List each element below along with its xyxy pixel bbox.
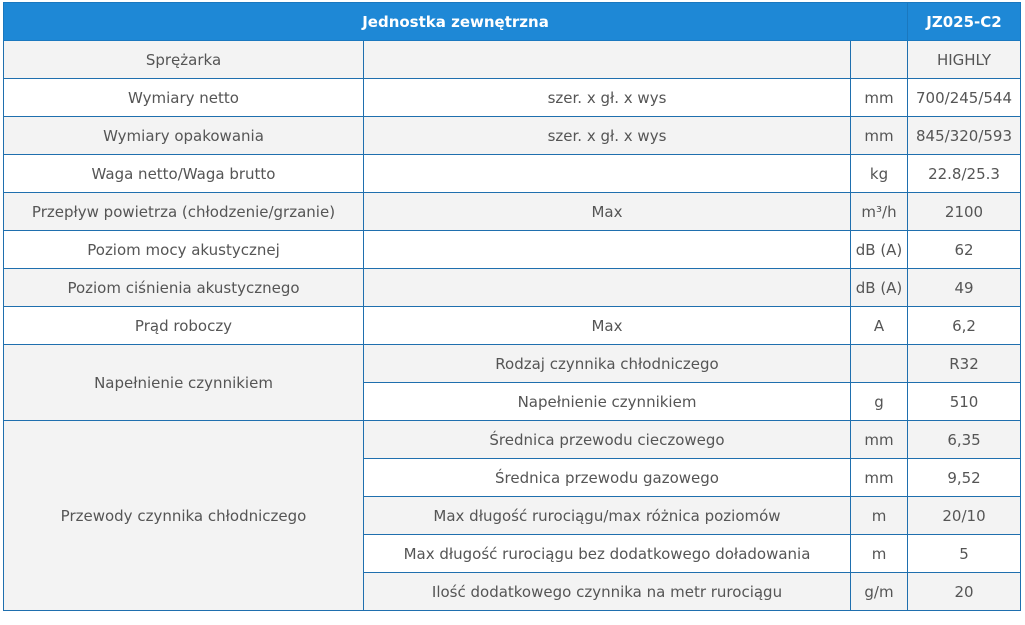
header-model: JZ025-C2 [908,3,1021,41]
row-label: Waga netto/Waga brutto [4,155,364,193]
row-desc: Średnica przewodu cieczowego [364,421,851,459]
table-row [4,307,1021,345]
row-desc: Max [364,193,851,231]
row-unit: mm [851,117,908,155]
row-desc: szer. x gł. x wys [364,79,851,117]
row-label: Przepływ powietrza (chłodzenie/grzanie) [4,193,364,231]
row-value: 5 [908,535,1021,573]
row-value: 700/245/544 [908,79,1021,117]
row-value: 845/320/593 [908,117,1021,155]
row-unit: m [851,535,908,573]
row-unit [851,41,908,79]
table-row [4,345,1021,383]
row-value: 9,52 [908,459,1021,497]
row-unit: kg [851,155,908,193]
row-label: Poziom ciśnienia akustycznego [4,269,364,307]
row-desc [364,41,851,79]
table-row [4,79,1021,117]
table-row [4,231,1021,269]
row-value: 62 [908,231,1021,269]
row-label: Wymiary opakowania [4,117,364,155]
row-unit: m³/h [851,193,908,231]
row-desc [364,155,851,193]
row-label: Sprężarka [4,41,364,79]
row-value: 22.8/25.3 [908,155,1021,193]
row-unit [851,345,908,383]
row-unit: g/m [851,573,908,611]
row-unit: dB (A) [851,231,908,269]
row-desc [364,269,851,307]
row-value: 510 [908,383,1021,421]
table-header-row [4,3,1021,41]
row-value: 49 [908,269,1021,307]
table-row [4,193,1021,231]
row-value: 20 [908,573,1021,611]
table-row [4,117,1021,155]
row-value: 6,2 [908,307,1021,345]
row-label: Wymiary netto [4,79,364,117]
row-desc: Max długość rurociągu bez dodatkowego doładowania [364,535,851,573]
row-unit: mm [851,421,908,459]
row-desc: Średnica przewodu gazowego [364,459,851,497]
row-label: Poziom mocy akustycznej [4,231,364,269]
table-row [4,421,1021,459]
spec-table [3,2,1021,611]
row-value: 2100 [908,193,1021,231]
group-label-refrigerant-pipes: Przewody czynnika chłodniczego [4,421,364,611]
row-desc: szer. x gł. x wys [364,117,851,155]
row-label: Prąd roboczy [4,307,364,345]
row-desc: Max długość rurociągu/max różnica poziomów [364,497,851,535]
row-unit: g [851,383,908,421]
row-unit: mm [851,459,908,497]
header-title: Jednostka zewnętrzna [4,3,908,41]
row-value: HIGHLY [908,41,1021,79]
row-desc: Napełnienie czynnikiem [364,383,851,421]
table-row [4,155,1021,193]
row-unit: dB (A) [851,269,908,307]
row-unit: mm [851,79,908,117]
table-row [4,41,1021,79]
row-unit: m [851,497,908,535]
group-label-refrigerant-fill: Napełnienie czynnikiem [4,345,364,421]
row-value: R32 [908,345,1021,383]
row-desc: Rodzaj czynnika chłodniczego [364,345,851,383]
row-desc: Max [364,307,851,345]
row-value: 6,35 [908,421,1021,459]
spec-table-container [3,2,1021,611]
table-row [4,269,1021,307]
row-desc [364,231,851,269]
row-unit: A [851,307,908,345]
row-desc: Ilość dodatkowego czynnika na metr rurociągu [364,573,851,611]
row-value: 20/10 [908,497,1021,535]
